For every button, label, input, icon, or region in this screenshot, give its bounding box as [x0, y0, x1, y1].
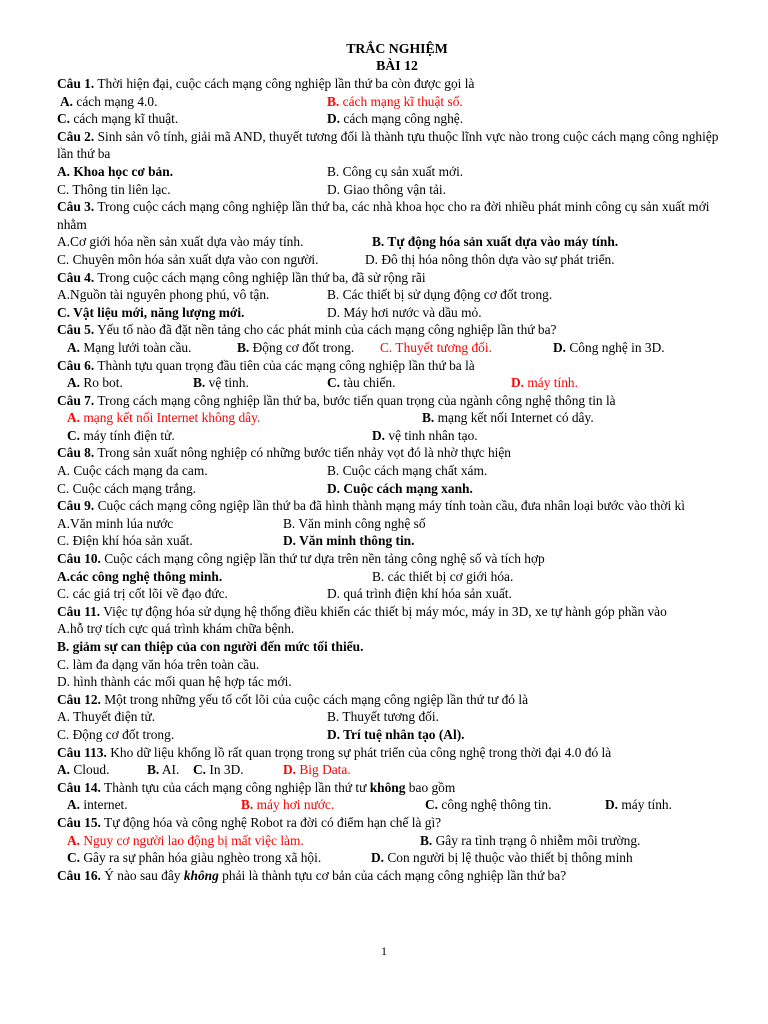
options-row [57, 568, 737, 586]
option-d-answer: D. máy tính. [511, 375, 578, 391]
doc-subtitle: BÀI 12 [376, 58, 418, 73]
option-c-answer: C. Vật liệu mới, năng lượng mới. [57, 304, 245, 320]
question-7: Câu 7. Trong cách mạng công nghiệp lần thứ ba, bước tiến quan trọng của ngành công nghệ thông tin là [57, 392, 616, 408]
options-row [57, 339, 737, 357]
question-14: Câu 14. Thành tựu của cách mạng công nghiệp lần thứ tư không bao gồm [57, 779, 456, 795]
option-b: B. AI. [147, 762, 180, 778]
option-d: D. Đô thị hóa nông thôn dựa vào sự phát triển. [365, 251, 615, 267]
option-d: D. vệ tinh nhân tạo. [372, 427, 478, 443]
option-a-answer: A.các công nghệ thông minh. [57, 568, 223, 584]
option-b-answer: B. giảm sự can thiệp của con người đến mức tối thiểu. [57, 639, 364, 654]
option-a: A.Nguồn tài nguyên phong phú, vô tận. [57, 287, 270, 303]
question-16: Câu 16. Ý nào sau đây không phải là thành tựu cơ bản của cách mạng công nghiệp lần thứ ba? [57, 867, 567, 883]
option-d: D. cách mạng công nghệ. [327, 111, 464, 127]
question-5: Câu 5. Yếu tố nào đã đặt nền tảng cho các phát minh của cách mạng công nghiệp lần thứ ba? [57, 322, 557, 338]
option-a: A. cách mạng 4.0. [60, 93, 158, 109]
option-a: A.Văn minh lúa nước [57, 515, 174, 531]
options-row [57, 163, 737, 181]
question-6: Câu 6. Thành tựu quan trọng đầu tiên của các mạng công nghiệp lần thứ ba là [57, 357, 475, 373]
question-3: Câu 3. Trong cuộc cách mạng công nghiệp lần thứ ba, các nhà khoa học cho ra đời nhiều phát minh công cụ sản xuất mới nhằm [57, 199, 710, 232]
option-b: B. Thuyết tương đối. [327, 709, 439, 725]
option-c: C. In 3D. [193, 762, 244, 778]
option-c: C. máy tính điện tử. [67, 427, 175, 443]
option-c: C. tàu chiến. [327, 375, 396, 391]
option-a: A. Cloud. [57, 762, 110, 778]
document-page [57, 40, 737, 884]
option-a: A. Thuyết điện tử. [57, 709, 156, 725]
option-a: A.hỗ trợ tích cực quá trình khám chữa bệnh. [57, 621, 295, 637]
doc-title: TRẮC NGHIỆM [346, 41, 448, 56]
question-11: Câu 11. Việc tự động hóa sử dụng hệ thống điều khiển các thiết bị máy móc, máy in 3D, xe tự hành góp phần vào [57, 603, 667, 619]
option-b: B. Công cụ sản xuất mới. [327, 163, 464, 179]
option-d: D. quá trình điện khí hóa sản xuất. [327, 586, 512, 602]
option-c: C. làm đa dạng văn hóa trên toàn cầu. [57, 656, 260, 672]
options-row [57, 427, 737, 445]
options-row [57, 304, 737, 322]
option-b: B. mạng kết nối Internet có dây. [422, 410, 594, 426]
option-a: A. Cuộc cách mạng da cam. [57, 463, 208, 479]
options-row [57, 515, 737, 533]
question-text: Thời hiện đại, cuộc cách mạng công nghiệp lần thứ ba còn được gọi là [94, 76, 475, 91]
option-b: B. Cuộc cách mạng chất xám. [327, 463, 488, 479]
option-c: C. Chuyên môn hóa sản xuất dựa vào con người. [57, 251, 319, 267]
option-c: C. Gây ra sự phân hóa giàu nghèo trong xã hội. [67, 850, 322, 866]
options-row [57, 761, 737, 779]
option-a: A. Ro bot. [67, 375, 123, 391]
question-9: Câu 9. Cuộc cách mạng công ngiệp lần thứ ba đã hình thành mạng máy tính toàn cầu, đưa nhân loại bước vào thời kì [57, 498, 685, 514]
option-c: C. Động cơ đốt trong. [57, 726, 175, 742]
option-c: C. cách mạng kĩ thuật. [57, 111, 179, 127]
question-8: Câu 8. Trong sản xuất nông nghiệp có những bước tiến nhảy vọt đó là nhờ thực hiện [57, 445, 511, 461]
option-c: C. Thông tin liên lạc. [57, 181, 171, 197]
question-1 [57, 75, 737, 93]
question-12: Câu 12. Một trong những yếu tố cốt lõi của cuộc cách mạng công ngiệp lần thứ tư đó là [57, 691, 529, 707]
question-label: Câu 1. [57, 76, 95, 91]
option-c: C. các giá trị cốt lõi về đạo đức. [57, 586, 228, 602]
question-10: Câu 10. Cuộc cách mạng công ngiệp lần thứ tư dựa trên nền tảng công nghệ số và tích hợp [57, 551, 545, 567]
option-d: D. Máy hơi nước và dầu mỏ. [327, 304, 482, 320]
options-row [57, 251, 737, 269]
options-row [57, 374, 737, 392]
option-b: B. Văn minh công nghệ số [283, 515, 426, 531]
options-row [57, 532, 737, 550]
option-d-answer: D. Văn minh thông tin. [283, 533, 415, 549]
question-15: Câu 15. Tự động hóa và công nghệ Robot ra đời có điểm hạn chế là gì? [57, 814, 442, 830]
option-d-answer: D. Cuộc cách mạng xanh. [327, 480, 473, 496]
option-d-answer: D. Trí tuệ nhân tạo (Al). [327, 726, 465, 742]
option-b: B. Động cơ đốt trong. [237, 339, 355, 355]
option-b: B. Gây ra tình trạng ô nhiễm môi trường. [420, 832, 641, 848]
options-row [57, 409, 737, 427]
options-row [57, 832, 737, 850]
option-b: B. Các thiết bị sử dụng động cơ đốt trong. [327, 287, 553, 303]
options-row [57, 110, 737, 128]
options-row [57, 480, 737, 498]
page-number: 1 [381, 944, 387, 958]
option-b: B. các thiết bị cơ giới hóa. [372, 568, 514, 584]
options-row [57, 585, 737, 603]
option-b-answer: B. cách mạng kĩ thuật số. [327, 93, 463, 109]
option-d: D. máy tính. [605, 797, 672, 813]
option-c-answer: C. Thuyết tương đối. [380, 339, 492, 355]
option-d: D. hình thành các mối quan hệ hợp tác mới. [57, 674, 292, 690]
option-b-answer: B. máy hơi nước. [241, 797, 335, 813]
question-4: Câu 4. Trong cuộc cách mạng công nghiệp lần thứ ba, đã sử rộng rãi [57, 269, 426, 285]
option-d: D. Giao thông vận tải. [327, 181, 447, 197]
option-d: D. Công nghệ in 3D. [553, 339, 665, 355]
option-a: A. Mạng lưới toàn cầu. [67, 339, 192, 355]
options-row [57, 233, 737, 251]
option-a: A.Cơ giới hóa nền sản xuất dựa vào máy tính. [57, 234, 304, 250]
option-d-answer: D. Big Data. [283, 762, 351, 778]
question-13: Câu 113. Kho dữ liệu khổng lồ rất quan trọng trong sự phát triển của công nghệ trong thời đại 4.0 đó là [57, 744, 612, 760]
option-c: C. Điện khí hóa sản xuất. [57, 533, 193, 549]
options-row [57, 796, 737, 814]
options-row [57, 286, 737, 304]
option-a-answer: A. Nguy cơ người lao động bị mất việc làm. [67, 832, 304, 848]
options-row [57, 726, 737, 744]
option-a-answer: A. Khoa học cơ bản. [57, 163, 174, 179]
option-a: A. internet. [67, 797, 128, 813]
options-row [57, 93, 737, 111]
options-row [57, 462, 737, 480]
question-2: Câu 2. Sinh sản vô tính, giải mã AND, thuyết tương đối là thành tựu thuộc lĩnh vực nào trong cuộc cách mạng công nghiệp lần thứ ba [57, 128, 719, 162]
option-c: C. Cuộc cách mạng trắng. [57, 480, 197, 496]
options-row [57, 849, 737, 867]
options-row [57, 708, 737, 726]
option-a-answer: A. mạng kết nối Internet không dây. [67, 410, 261, 426]
option-c: C. công nghệ thông tin. [425, 797, 552, 813]
option-d: D. Con người bị lệ thuộc vào thiết bị thông minh [371, 850, 633, 866]
option-b-answer: B. Tự động hóa sản xuất dựa vào máy tính. [372, 234, 619, 250]
option-b: B. vệ tinh. [193, 375, 249, 391]
options-row [57, 181, 737, 199]
